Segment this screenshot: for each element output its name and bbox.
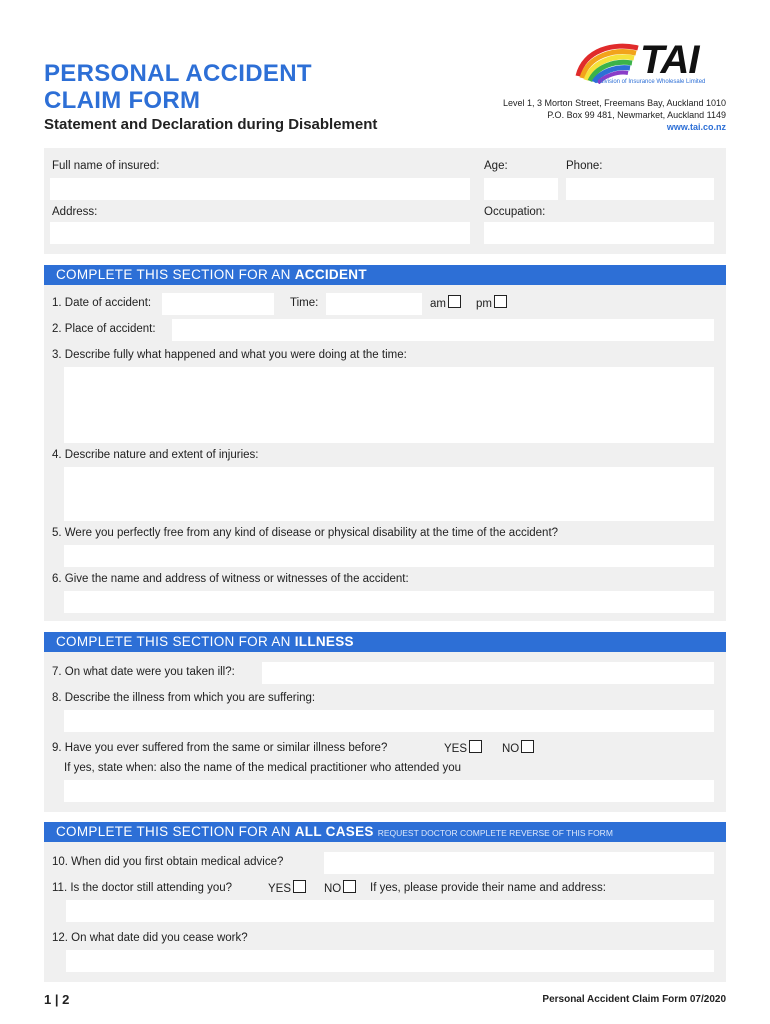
pm-checkbox[interactable] xyxy=(494,295,507,308)
pm-option xyxy=(476,295,507,310)
accident-heading-bold: ACCIDENT xyxy=(294,267,367,282)
title-line-1: PERSONAL ACCIDENT xyxy=(44,60,312,87)
q8-label: 8. Describe the illness from which you are suffering: xyxy=(52,692,316,704)
insured-details-panel xyxy=(44,148,726,254)
form-title xyxy=(44,60,312,114)
q3-label: 3. Describe fully what happened and what you were doing at the time: xyxy=(52,349,407,361)
title-line-2: CLAIM FORM xyxy=(44,87,201,114)
doctor-details-field[interactable] xyxy=(66,900,714,922)
page-number: 1 | 2 xyxy=(44,992,70,1007)
all-cases-heading-prefix: COMPLETE THIS SECTION FOR AN xyxy=(56,824,295,839)
q9-followup-label: If yes, state when: also the name of the medical practitioner who attended you xyxy=(64,762,461,774)
age-label: Age: xyxy=(484,160,508,172)
illness-description-field[interactable] xyxy=(64,710,714,732)
illness-heading-bold: ILLNESS xyxy=(294,634,354,649)
phone-field[interactable] xyxy=(566,178,714,200)
illness-panel xyxy=(44,652,726,812)
occupation-field[interactable] xyxy=(484,222,714,244)
date-of-accident-field[interactable] xyxy=(162,293,274,315)
form-subtitle: Statement and Declaration during Disablement xyxy=(44,116,378,133)
q9-label: 9. Have you ever suffered from the same or similar illness before? xyxy=(52,742,388,754)
q11-no-label: NO xyxy=(324,883,342,895)
accident-panel xyxy=(44,285,726,621)
q11-no-option xyxy=(324,880,356,895)
q11-no-checkbox[interactable] xyxy=(343,880,356,893)
q9-yes-option xyxy=(444,740,482,755)
cease-work-date-field[interactable] xyxy=(66,950,714,972)
occupation-label: Occupation: xyxy=(484,206,546,218)
q11-label: 11. Is the doctor still attending you? xyxy=(52,882,233,894)
time-field[interactable] xyxy=(326,293,422,315)
previous-illness-field[interactable] xyxy=(64,780,714,802)
what-happened-field[interactable] xyxy=(64,367,714,443)
witness-field[interactable] xyxy=(64,591,714,613)
address-line-2: P.O. Box 99 481, Newmarket, Auckland 1149 xyxy=(547,110,726,120)
illness-heading-prefix: COMPLETE THIS SECTION FOR AN xyxy=(56,634,295,649)
q12-label: 12. On what date did you cease work? xyxy=(52,932,248,944)
logo-tagline: a division of Insurance Wholesale Limited xyxy=(595,79,706,85)
q11-yes-checkbox[interactable] xyxy=(293,880,306,893)
date-taken-ill-field[interactable] xyxy=(262,662,714,684)
q9-no-checkbox[interactable] xyxy=(521,740,534,753)
q9-no-option xyxy=(502,740,534,755)
full-name-label: Full name of insured: xyxy=(52,160,160,172)
accident-heading-prefix: COMPLETE THIS SECTION FOR AN xyxy=(56,267,295,282)
address-line-1: Level 1, 3 Morton Street, Freemans Bay, Auckland 1010 xyxy=(503,98,726,108)
age-field[interactable] xyxy=(484,178,558,200)
address-field[interactable] xyxy=(50,222,470,244)
disability-field[interactable] xyxy=(64,545,714,567)
q11-yes-option xyxy=(268,880,306,895)
q5-label: 5. Were you perfectly free from any kind of disease or physical disability at the time of the accident? xyxy=(52,527,559,539)
am-option xyxy=(430,295,461,310)
q10-label: 10. When did you first obtain medical advice? xyxy=(52,856,284,868)
illness-section-heading xyxy=(44,632,726,652)
q4-label: 4. Describe nature and extent of injuries: xyxy=(52,449,259,461)
q6-label: 6. Give the name and address of witness or witnesses of the accident: xyxy=(52,573,409,585)
address-label: Address: xyxy=(52,206,98,218)
all-cases-section-heading xyxy=(44,822,726,842)
q11-followup-label: If yes, please provide their name and address: xyxy=(370,882,606,894)
accident-section-heading xyxy=(44,265,726,285)
q9-yes-label: YES xyxy=(444,743,468,755)
all-cases-heading-note: REQUEST DOCTOR COMPLETE REVERSE OF THIS FORM xyxy=(377,828,613,838)
first-medical-advice-field[interactable] xyxy=(324,852,714,874)
am-checkbox[interactable] xyxy=(448,295,461,308)
q2-label: 2. Place of accident: xyxy=(52,323,156,335)
q7-label: 7. On what date were you taken ill?: xyxy=(52,666,235,678)
q11-yes-label: YES xyxy=(268,883,292,895)
place-of-accident-field[interactable] xyxy=(172,319,714,341)
q9-yes-checkbox[interactable] xyxy=(469,740,482,753)
injuries-field[interactable] xyxy=(64,467,714,521)
phone-label: Phone: xyxy=(566,160,603,172)
full-name-field[interactable] xyxy=(50,178,470,200)
pm-label: pm xyxy=(476,298,492,310)
tai-logo-icon xyxy=(574,40,644,84)
am-label: am xyxy=(430,298,446,310)
logo-wordmark: TAI xyxy=(640,38,699,82)
form-reference: Personal Accident Claim Form 07/2020 xyxy=(542,994,726,1005)
all-cases-heading-bold: ALL CASES xyxy=(294,824,374,839)
website-link[interactable]: www.tai.co.nz xyxy=(666,122,726,132)
time-label: Time: xyxy=(290,297,319,309)
all-cases-panel xyxy=(44,842,726,982)
q1-label: 1. Date of accident: xyxy=(52,297,152,309)
q9-no-label: NO xyxy=(502,743,520,755)
